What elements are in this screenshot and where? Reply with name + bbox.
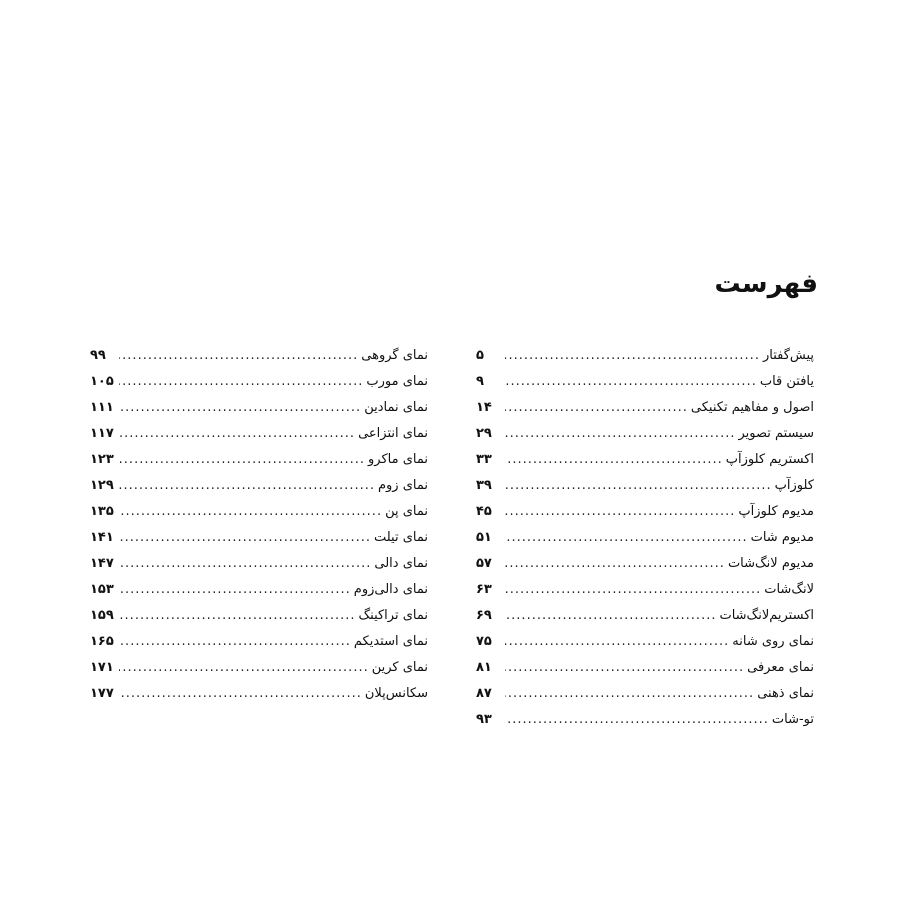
toc-entry-page: ۸۷ xyxy=(476,686,492,701)
toc-entry xyxy=(90,343,428,369)
toc-entry-page: ۱۷۱ xyxy=(90,660,114,675)
toc-entry-label: مدیوم لانگ‌شات xyxy=(727,556,814,571)
toc-entry-label: نمای زوم xyxy=(377,478,428,493)
toc-entry-label: مدیوم کلوزآپ xyxy=(738,504,814,519)
toc-entry-page: ۶۹ xyxy=(476,608,492,623)
toc-leader-dots xyxy=(505,447,723,473)
toc-leader-dots xyxy=(119,525,371,551)
toc-leader-dots xyxy=(119,577,351,603)
toc-entry-label: نمای کرین xyxy=(371,660,428,675)
toc-leader-dots xyxy=(505,577,761,603)
toc-leader-dots xyxy=(505,629,729,655)
toc-entry xyxy=(90,421,428,447)
toc-entry-label: نمای انتزاعی xyxy=(358,426,428,441)
toc-entry-page: ۱۴۷ xyxy=(90,556,114,571)
toc-entry xyxy=(90,603,428,629)
toc-entry-label: تو-شات xyxy=(771,712,814,727)
toc-entry-page: ۶۳ xyxy=(476,582,492,597)
toc-leader-dots xyxy=(119,629,351,655)
toc-entry-page: ۳۹ xyxy=(476,478,492,493)
toc-entry-label: نمای دالی xyxy=(374,556,428,571)
toc-entry xyxy=(476,603,814,629)
toc-leader-dots xyxy=(505,707,769,733)
toc-leader-dots xyxy=(505,603,716,629)
toc-entry-page: ۱۰۵ xyxy=(90,374,114,389)
toc-entry xyxy=(476,655,814,681)
toc-entry xyxy=(476,707,814,733)
toc-entry-label: نمای معرفی xyxy=(747,660,814,675)
toc-entry-label: نمای روی شانه xyxy=(732,634,814,649)
toc-entry xyxy=(90,551,428,577)
toc-leader-dots xyxy=(505,395,688,421)
toc-entry-page: ۳۳ xyxy=(476,452,492,467)
toc-entry-page: ۱۵۳ xyxy=(90,582,114,597)
toc-leader-dots xyxy=(505,343,760,369)
toc-entry xyxy=(90,681,428,707)
toc-entry-page: ۹۳ xyxy=(476,712,492,727)
toc-entry xyxy=(476,369,814,395)
toc-entry xyxy=(476,343,814,369)
toc-entry-label: پیش‌گفتار xyxy=(762,348,814,363)
toc-entry xyxy=(476,629,814,655)
toc-entry xyxy=(476,577,814,603)
toc-entry-label: اصول و مفاهیم تکنیکی xyxy=(690,400,814,415)
toc-leader-dots xyxy=(505,421,735,447)
toc-entry-page: ۱۵۹ xyxy=(90,608,114,623)
toc-entry-page: ۱۱۷ xyxy=(90,426,114,441)
toc-entry-page: ۱۲۹ xyxy=(90,478,114,493)
toc-entry-page: ۹ xyxy=(476,374,484,389)
toc-entry xyxy=(90,369,428,395)
toc-entry-label: نمای گروهی xyxy=(361,348,428,363)
toc-column-right xyxy=(476,343,814,733)
toc-leader-dots xyxy=(505,655,744,681)
toc-entry-page: ۱۴ xyxy=(476,400,492,415)
toc-entry-page: ۵ xyxy=(476,348,484,363)
toc-entry-page: ۵۷ xyxy=(476,556,492,571)
toc-entry-label: اکستریم کلوزآپ xyxy=(725,452,814,467)
toc-entry xyxy=(90,499,428,525)
toc-entry xyxy=(476,551,814,577)
toc-leader-dots xyxy=(505,551,725,577)
toc-entry-page: ۲۹ xyxy=(476,426,492,441)
toc-entry-label: نمای نمادین xyxy=(364,400,428,415)
toc-entry xyxy=(90,395,428,421)
toc-entry-page: ۱۷۷ xyxy=(90,686,114,701)
toc-entry xyxy=(90,577,428,603)
toc-entry-page: ۱۳۵ xyxy=(90,504,114,519)
toc-leader-dots xyxy=(119,499,382,525)
toc-leader-dots xyxy=(119,681,362,707)
toc-entry-label: مدیوم شات xyxy=(750,530,814,545)
toc-entry xyxy=(476,395,814,421)
toc-entry-page: ۵۱ xyxy=(476,530,492,545)
toc-entry xyxy=(476,473,814,499)
toc-entry-page: ۱۶۵ xyxy=(90,634,114,649)
toc-entry-label: یافتن قاب xyxy=(759,374,814,389)
toc-leader-dots xyxy=(119,369,363,395)
toc-entry xyxy=(476,525,814,551)
toc-entry xyxy=(476,499,814,525)
toc-entry xyxy=(90,629,428,655)
toc-column-left xyxy=(90,343,428,707)
toc-leader-dots xyxy=(119,655,369,681)
toc-entry xyxy=(90,655,428,681)
toc-leader-dots xyxy=(119,473,375,499)
toc-entry xyxy=(90,525,428,551)
toc-entry-label: نمای ماکرو xyxy=(368,452,428,467)
toc-leader-dots xyxy=(505,681,754,707)
toc-entry-page: ۱۱۱ xyxy=(90,400,114,415)
toc-entry-page: ۹۹ xyxy=(90,348,106,363)
toc-leader-dots xyxy=(505,499,735,525)
toc-entry-label: لانگ‌شات xyxy=(764,582,814,597)
toc-entry xyxy=(476,681,814,707)
toc-entry-label: نمای استدیکم xyxy=(353,634,428,649)
toc-leader-dots xyxy=(119,603,356,629)
toc-entry-page: ۱۴۱ xyxy=(90,530,114,545)
toc-entry-label: سیستم تصویر xyxy=(738,426,814,441)
toc-entry-label: نمای پن xyxy=(385,504,428,519)
toc-entry xyxy=(476,447,814,473)
toc-leader-dots xyxy=(505,525,748,551)
toc-leader-dots xyxy=(505,369,757,395)
toc-entry-page: ۴۵ xyxy=(476,504,492,519)
toc-leader-dots xyxy=(119,551,371,577)
toc-leader-dots xyxy=(119,395,361,421)
toc-entry-label: اکستریم‌لانگ‌شات xyxy=(719,608,814,623)
toc-leader-dots xyxy=(119,447,365,473)
toc-leader-dots xyxy=(505,473,772,499)
toc-entry xyxy=(476,421,814,447)
toc-entry-page: ۸۱ xyxy=(476,660,492,675)
toc-entry-label: کلوزآپ xyxy=(774,478,814,493)
toc-leader-dots xyxy=(119,343,358,369)
toc-leader-dots xyxy=(119,421,355,447)
toc-entry-page: ۷۵ xyxy=(476,634,492,649)
toc-entry-label: نمای تراکینگ xyxy=(358,608,428,623)
toc-entry xyxy=(90,473,428,499)
toc-entry xyxy=(90,447,428,473)
toc-entry-label: نمای تیلت xyxy=(373,530,428,545)
toc-entry-label: نمای دالی‌زوم xyxy=(353,582,428,597)
toc-entry-label: نمای مورب xyxy=(366,374,428,389)
toc-entry-page: ۱۲۳ xyxy=(90,452,114,467)
toc-entry-label: سکانس‌پلان xyxy=(364,686,428,701)
page-title: فهرست xyxy=(714,269,818,299)
toc-entry-label: نمای ذهنی xyxy=(757,686,814,701)
